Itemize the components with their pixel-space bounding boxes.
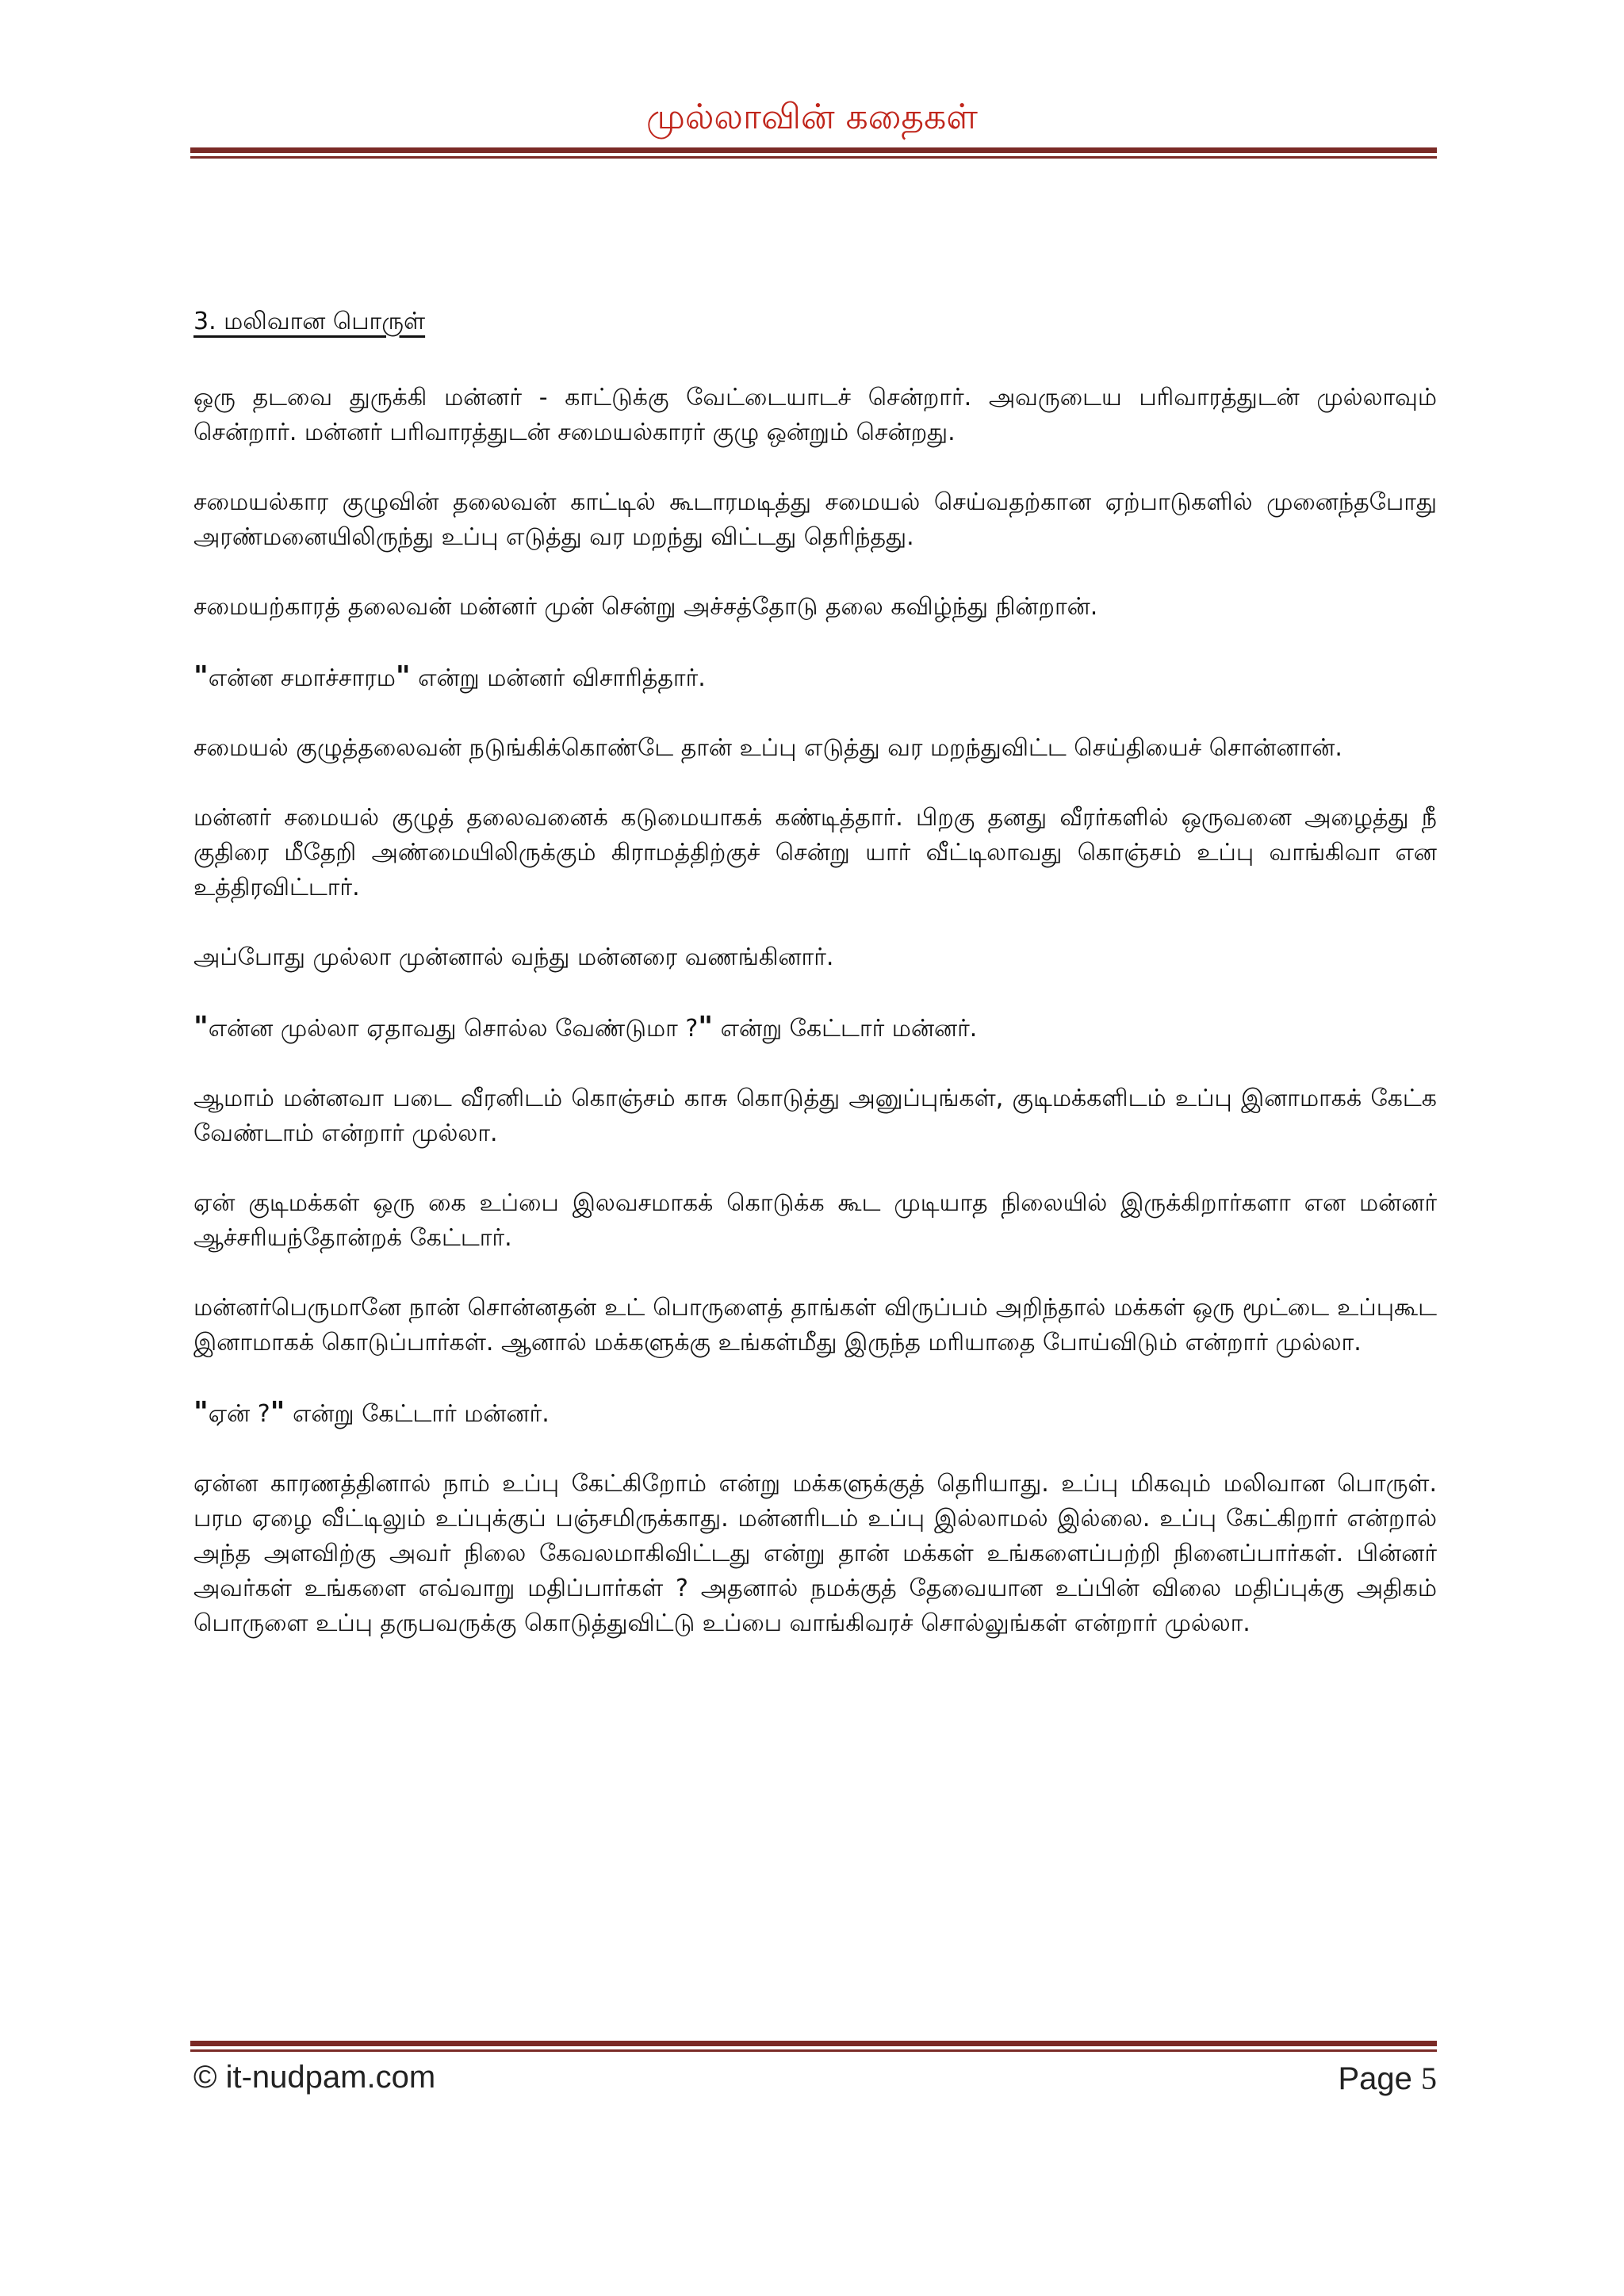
footer-page-indicator xyxy=(1338,2060,1437,2097)
page-content xyxy=(193,304,1437,1676)
paragraph-9: ஆமாம் மன்னவா படை வீரனிடம் கொஞ்சம் காசு கொடுத்து அனுப்புங்கள், குடிமக்களிடம் உப்பு இனாமாகக் கேட்க வேண்டாம் என்றார் முல்லா. xyxy=(193,1085,1437,1147)
footer-page-label: Page xyxy=(1338,2061,1412,2096)
story-title: 3. மலிவான பொருள் xyxy=(193,308,426,335)
paragraph-12: "ஏன் ?" என்று கேட்டார் மன்னர். xyxy=(193,1396,550,1429)
header-rule-thick xyxy=(190,147,1437,153)
paragraph-3: சமையற்காரத் தலைவன் மன்னர் முன் சென்று அச்சத்தோடு தலை கவிழ்ந்து நின்றான். xyxy=(193,593,1098,621)
paragraph-8: "என்ன முல்லா ஏதாவது சொல்ல வேண்டுமா ?" என்று கேட்டார் மன்னர். xyxy=(193,1011,978,1043)
paragraph-2: சமையல்கார குழுவின் தலைவன் காட்டில் கூடாரமடித்து சமையல் செய்வதற்கான ஏற்பாடுகளில் முனைந்தபோது அரண்மனையிலிருந்து உப்பு எடுத்து வர மறந்து விட்டது தெரிந்தது. xyxy=(193,488,1437,551)
paragraph-4: "என்ன சமாச்சாரம" என்று மன்னர் விசாரித்தார். xyxy=(193,660,706,693)
quote-mark: " xyxy=(698,1011,714,1043)
paragraph-1: ஒரு தடவை துருக்கி மன்னர் - காட்டுக்கு வேட்டையாடச் சென்றார். அவருடைய பரிவாரத்துடன் முல்லாவும் சென்றார். மன்னர் பரிவாரத்துடன் சமையல்காரர் குழு ஒன்றும் சென்றது. xyxy=(193,384,1437,446)
footer-rule-thick xyxy=(190,2041,1437,2046)
header-rule xyxy=(190,147,1437,159)
footer-rule xyxy=(190,2041,1437,2052)
header-rule-thin xyxy=(190,156,1437,159)
paragraph-5: சமையல் குழுத்தலைவன் நடுங்கிக்கொண்டே தான் உப்பு எடுத்து வர மறந்துவிட்ட செய்தியைச் சொன்னான். xyxy=(193,734,1342,762)
quote-mark: " xyxy=(193,660,209,693)
paragraph-7: அப்போது முல்லா முன்னால் வந்து மன்னரை வணங்கினார். xyxy=(193,943,834,971)
paragraph-10: ஏன் குடிமக்கள் ஒரு கை உப்பை இலவசமாகக் கொடுக்க கூட முடியாத நிலையில் இருக்கிறார்களா என மன்னர் ஆச்சரியந்தோன்றக் கேட்டார். xyxy=(193,1189,1437,1252)
quote-mark: " xyxy=(395,660,411,693)
running-header-title: முல்லாவின் கதைகள் xyxy=(646,97,978,137)
paragraph-13: ஏன்ன காரணத்தினால் நாம் உப்பு கேட்கிறோம் என்று மக்களுக்குத் தெரியாது. உப்பு மிகவும் மலிவான பொருள். பரம ஏழை வீட்டிலும் உப்புக்குப் பஞ்சமிருக்காது. மன்னரிடம் உப்பு இல்லாமல் இல்லை. உப்பு கேட்கிறார் என்றால் அந்த அளவிற்கு அவர் நிலை கேவலமாகிவிட்டது என்று தான் மக்கள் உங்களைப்பற்றி நினைப்பார்கள். பின்னர் அவர்கள் உங்களை எவ்வாறு மதிப்பார்கள் ? அதனால் நமக்குத் தேவையான உப்பின் விலை மதிப்புக்கு அதிகம் பொருளை உப்பு தருபவருக்கு கொடுத்துவிட்டு உப்பை வாங்கிவரச் சொல்லுங்கள் என்றார் முல்லா. xyxy=(193,1470,1437,1637)
quote-mark: " xyxy=(193,1011,209,1043)
footer-rule-thin xyxy=(190,2049,1437,2052)
quote-mark: " xyxy=(270,1396,285,1429)
paragraph-11: மன்னர்பெருமானே நான் சொன்னதன் உட் பொருளைத் தாங்கள் விருப்பம் அறிந்தால் மக்கள் ஒரு மூட்டை உப்புகூட இனாமாகக் கொடுப்பார்கள். ஆனால் மக்களுக்கு உங்கள்மீது இருந்த மரியாதை போய்விடும் என்றார் முல்லா. xyxy=(193,1294,1437,1357)
footer-copyright: © it-nudpam.com xyxy=(193,2060,436,2095)
paragraph-6: மன்னர் சமையல் குழுத் தலைவனைக் கடுமையாகக் கண்டித்தார். பிறகு தனது வீரர்களில் ஒருவனை அழைத்து நீ குதிரை மீதேறி அண்மையிலிருக்கும் கிராமத்திற்குச் சென்று யார் வீட்டிலாவது கொஞ்சம் உப்பு வாங்கிவா என உத்திரவிட்டார். xyxy=(193,804,1437,901)
quote-mark: " xyxy=(193,1396,209,1429)
footer-page-number: 5 xyxy=(1421,2061,1437,2096)
